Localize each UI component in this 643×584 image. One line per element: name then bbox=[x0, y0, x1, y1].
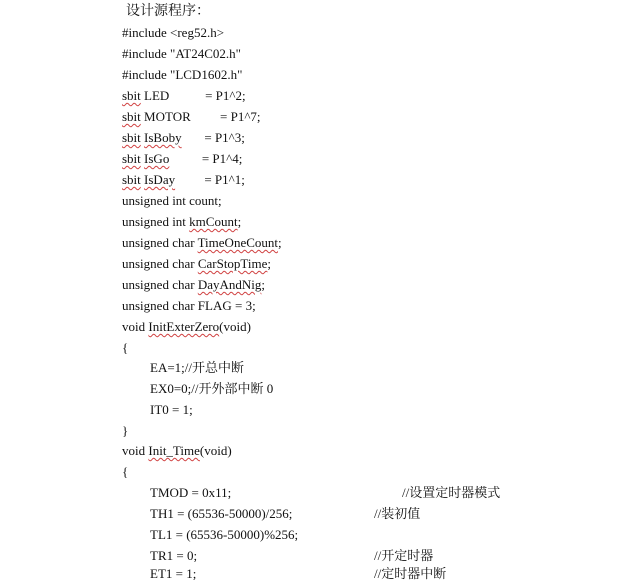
code-comment-et1: //定时器中断 bbox=[374, 566, 447, 581]
code-line-sbit-isboby bbox=[122, 128, 245, 148]
code-line-func-init-time bbox=[122, 441, 232, 461]
code-line-ea: EA=1;//开总中断 bbox=[150, 360, 244, 375]
identifier: Init_Time bbox=[148, 443, 200, 458]
code-line-sbit-led bbox=[122, 86, 246, 106]
code-text: MOTOR = P1^7; bbox=[140, 109, 261, 124]
code-line-count: unsigned int count; bbox=[122, 193, 222, 208]
keyword: sbit bbox=[122, 88, 141, 103]
code-line-timeonecount bbox=[122, 233, 282, 253]
code-text: = P1^3; bbox=[181, 130, 245, 145]
identifier: TimeOneCount bbox=[197, 235, 278, 250]
code-text: void bbox=[122, 319, 149, 334]
code-comment-th1: //装初值 bbox=[374, 506, 421, 521]
code-text: (void) bbox=[219, 319, 251, 334]
code-text: (void) bbox=[199, 443, 232, 458]
code-line-func-initexterzero bbox=[122, 317, 251, 337]
identifier: InitExterZero bbox=[148, 319, 220, 334]
doc-title: 设计源程序： bbox=[126, 4, 210, 19]
keyword: sbit bbox=[122, 130, 141, 145]
code-line-include-lcd1602: #include "LCD1602.h" bbox=[122, 67, 243, 82]
code-text: void bbox=[122, 443, 149, 458]
code-line-sbit-isday bbox=[122, 170, 245, 190]
code-line-sbit-motor bbox=[122, 107, 261, 127]
identifier: kmCount bbox=[189, 214, 238, 229]
code-line-tmod: TMOD = 0x11; bbox=[150, 485, 232, 500]
code-comment-tr1: //开定时器 bbox=[374, 548, 434, 563]
identifier: IsDay bbox=[144, 172, 176, 187]
code-line-it0: IT0 = 1; bbox=[150, 402, 193, 417]
code-line-et1: ET1 = 1; bbox=[150, 566, 197, 581]
code-line-th1: TH1 = (65536-50000)/256; bbox=[150, 506, 293, 521]
code-line-kmcount bbox=[122, 212, 241, 232]
code-line-carstoptime bbox=[122, 254, 271, 274]
code-line-ex0: EX0=0;//开外部中断 0 bbox=[150, 381, 274, 396]
keyword: sbit bbox=[122, 172, 141, 187]
code-comment-tmod: //设置定时器模式 bbox=[402, 485, 501, 500]
identifier: IsGo bbox=[144, 151, 170, 166]
code-text: LED = P1^2; bbox=[140, 88, 246, 103]
code-text: unsigned char bbox=[122, 235, 198, 250]
code-line-include-reg52: #include <reg52.h> bbox=[122, 25, 225, 40]
identifier: IsBoby bbox=[144, 130, 182, 145]
keyword: sbit bbox=[122, 109, 141, 124]
code-text: = P1^1; bbox=[175, 172, 245, 187]
identifier: DayAndNig bbox=[197, 277, 262, 292]
code-line-tr1: TR1 = 0; bbox=[150, 548, 198, 563]
code-line-brace-open: { bbox=[122, 340, 129, 355]
code-line-brace-open-2: { bbox=[122, 464, 129, 479]
code-line-include-at24c02: #include "AT24C02.h" bbox=[122, 46, 241, 61]
code-text: unsigned char bbox=[122, 256, 198, 271]
code-line-dayandnig bbox=[122, 275, 265, 295]
code-text: ; bbox=[261, 277, 265, 292]
code-line-tl1: TL1 = (65536-50000)%256; bbox=[150, 527, 299, 542]
code-text: = P1^4; bbox=[169, 151, 243, 166]
code-line-brace-close: } bbox=[122, 423, 129, 438]
code-text: unsigned int bbox=[122, 214, 190, 229]
code-text: ; bbox=[278, 235, 282, 250]
code-line-sbit-isgo bbox=[122, 149, 242, 169]
keyword: sbit bbox=[122, 151, 141, 166]
code-line-flag: unsigned char FLAG = 3; bbox=[122, 298, 256, 313]
identifier: CarStopTime bbox=[197, 256, 268, 271]
code-text: ; bbox=[237, 214, 242, 229]
code-text: ; bbox=[267, 256, 272, 271]
code-text: unsigned char bbox=[122, 277, 198, 292]
